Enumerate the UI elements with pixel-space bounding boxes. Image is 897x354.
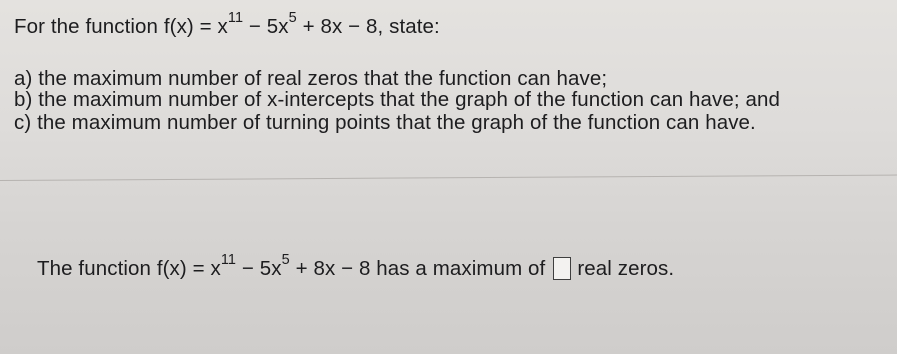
- answer-function-tail: + 8x − 8: [289, 257, 371, 280]
- answer-function-middle: − 5x: [236, 257, 282, 280]
- answer-prefix: The function: [37, 257, 157, 280]
- answer-input-box[interactable]: [553, 257, 571, 280]
- function-tail: + 8x − 8: [296, 15, 378, 38]
- question-part-a: a) the maximum number of real zeros that the function can have;: [14, 67, 608, 90]
- answer-exponent-5: 5: [281, 252, 290, 269]
- answer-function: [156, 252, 371, 280]
- question-part-b: b) the maximum number of x-intercepts that the graph of the function can have; and: [14, 88, 780, 111]
- function-exponent-11: 11: [227, 10, 244, 27]
- question-prefix: For the function: [14, 15, 164, 38]
- answer-text-after-box: real zeros.: [577, 257, 675, 280]
- function-middle: − 5x: [243, 15, 289, 38]
- question-part-c: c) the maximum number of turning points that the graph of the function can have.: [14, 111, 756, 134]
- question-suffix: , state:: [377, 15, 440, 38]
- section-divider: [0, 175, 897, 181]
- question-function: [163, 10, 378, 38]
- answer-exponent-11: 11: [220, 252, 237, 269]
- function-exponent-5: 5: [288, 10, 297, 27]
- answer-text-before-box: has a maximum of: [370, 257, 546, 280]
- question-prompt: [14, 10, 440, 39]
- function-base: f(x) = x: [163, 15, 228, 38]
- answer-prompt: [37, 252, 675, 281]
- answer-function-base: f(x) = x: [156, 257, 221, 280]
